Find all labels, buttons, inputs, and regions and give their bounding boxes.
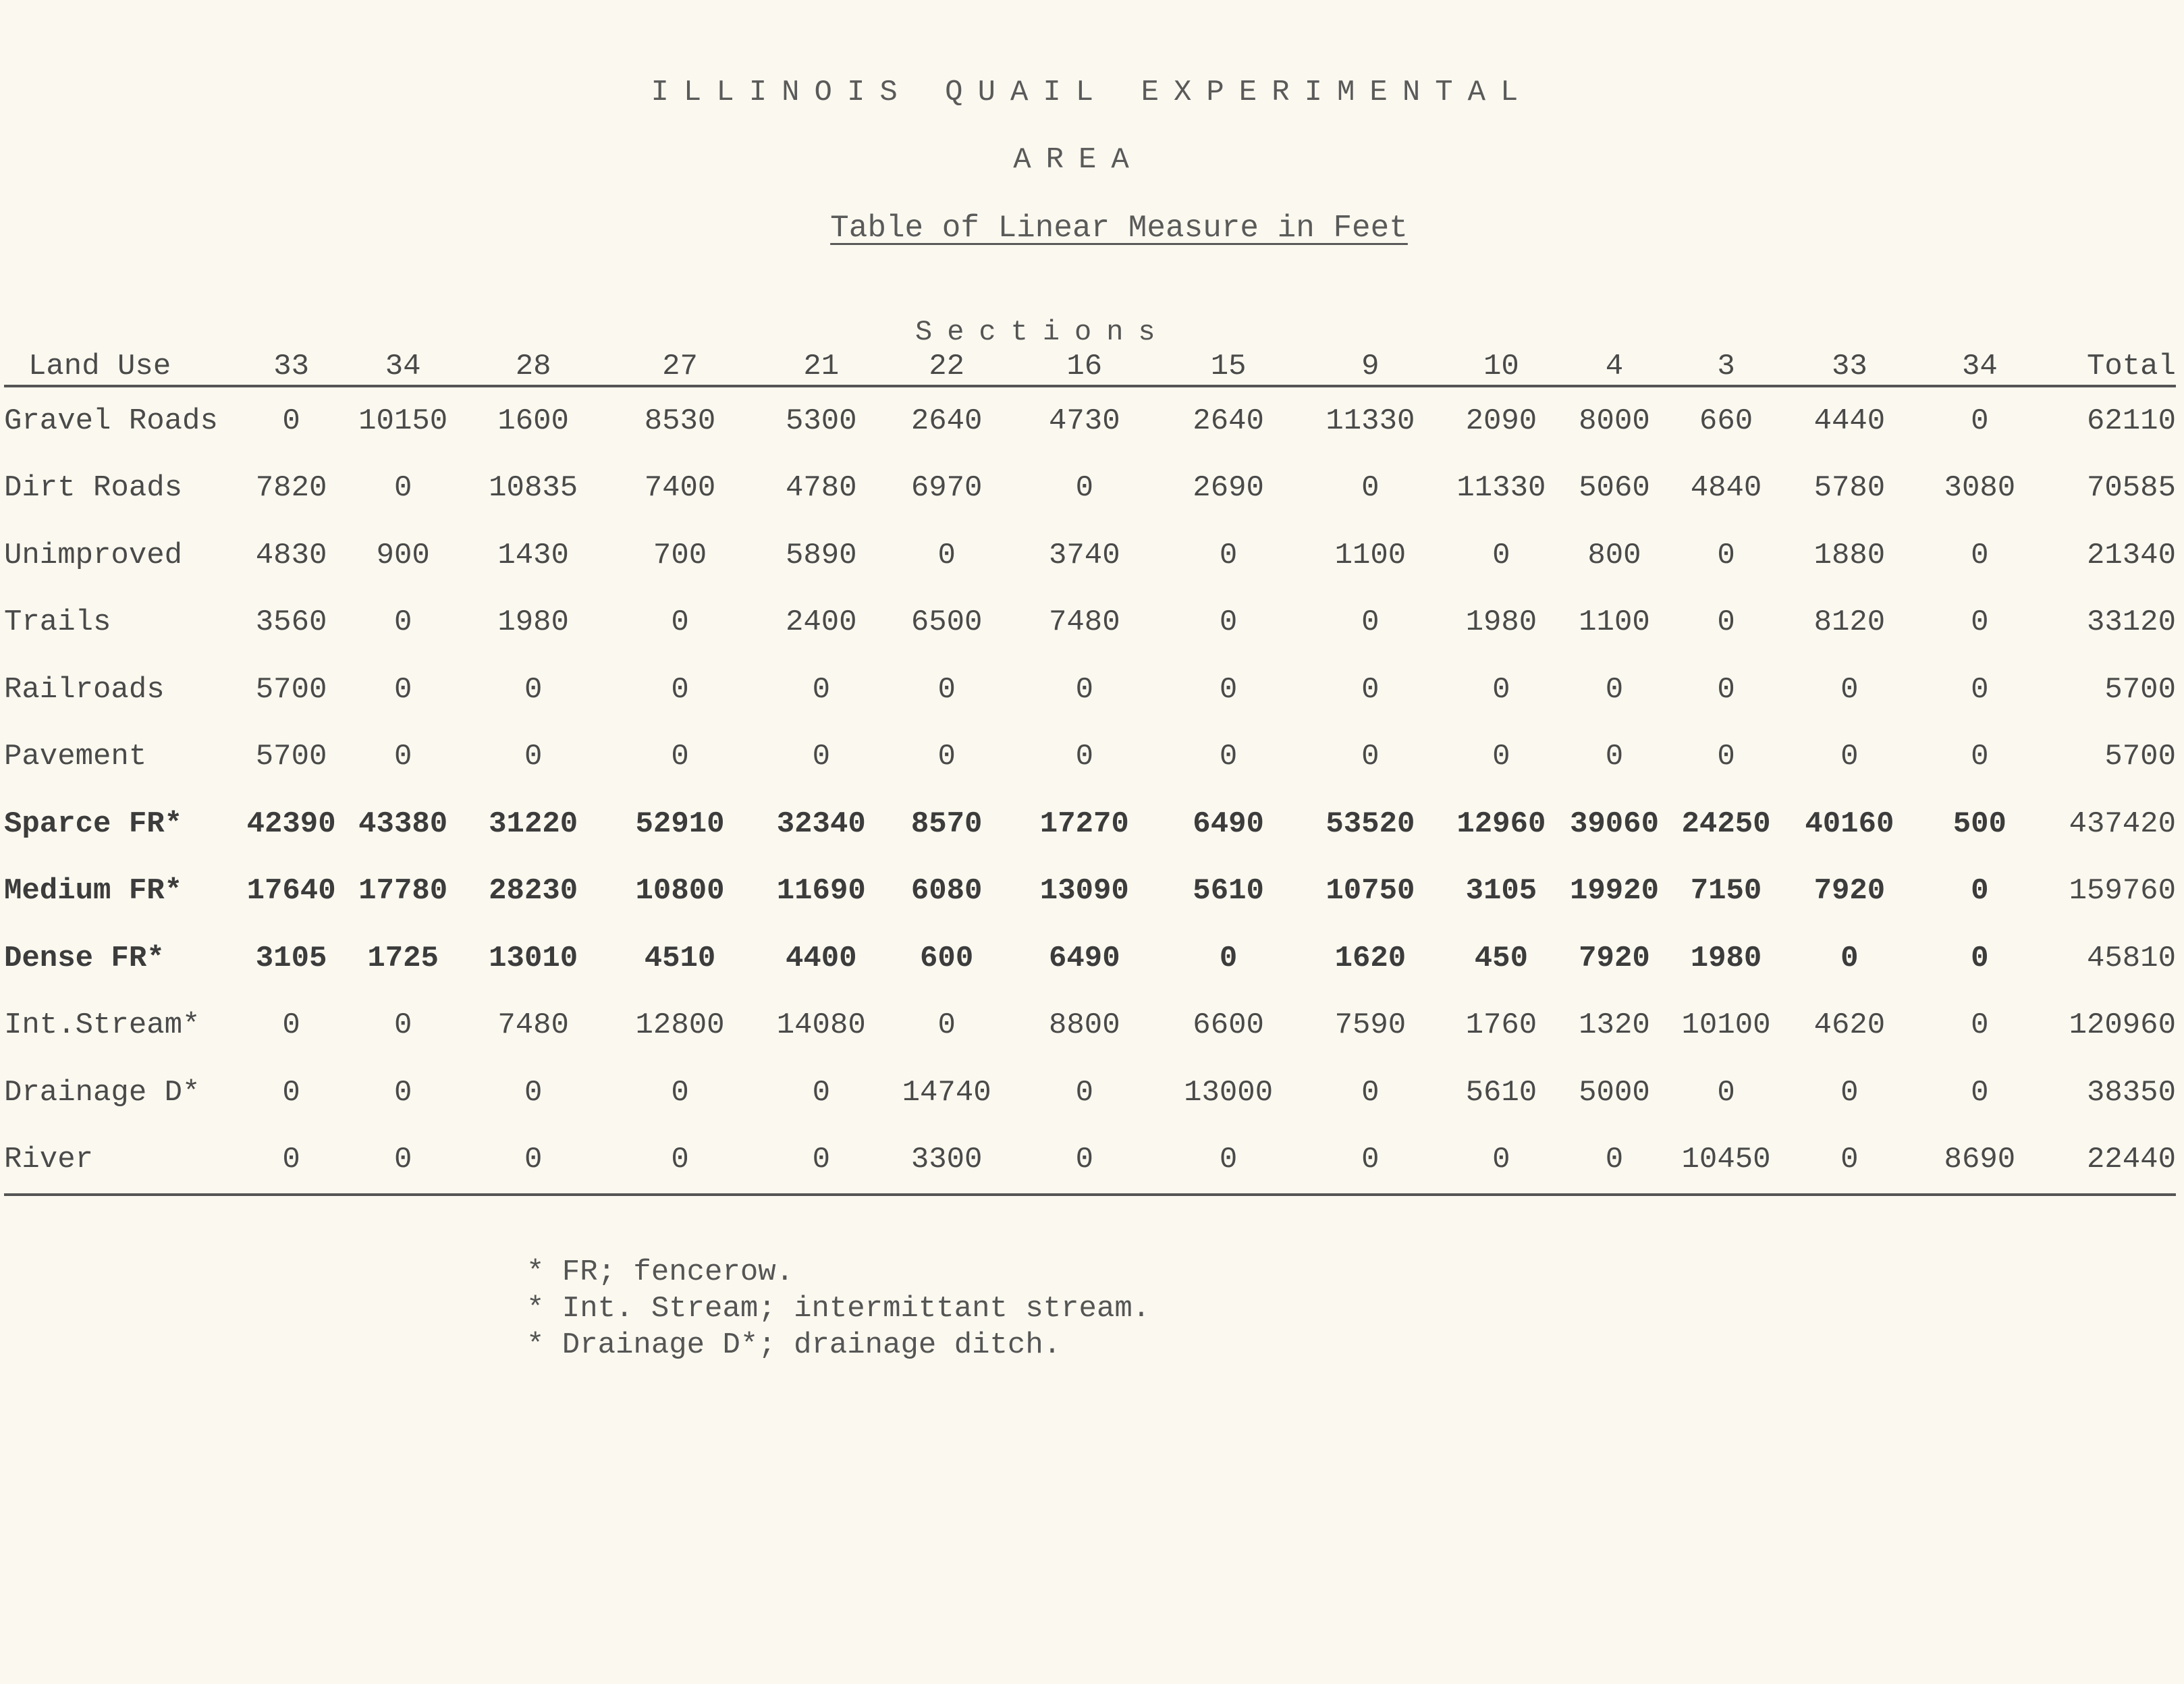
value-cell: 1620	[1334, 941, 1407, 975]
footnotes	[526, 1254, 1150, 1363]
value-cell: 0	[393, 1075, 412, 1110]
value-cell: 3560	[255, 605, 327, 640]
value-cell: 39060	[1569, 807, 1659, 841]
total-cell: 38350	[2086, 1075, 2176, 1110]
value-cell: 0	[282, 1075, 300, 1110]
value-cell: 2690	[1193, 471, 1264, 506]
value-cell: 8690	[1921, 1126, 2039, 1195]
value-cell: 0	[1840, 1075, 1859, 1110]
value-cell: 0	[1219, 740, 1238, 774]
land-use-cell: Railroads	[4, 672, 165, 707]
value-cell: 8570	[910, 807, 983, 841]
value-cell: 0	[1075, 1075, 1094, 1110]
document-title-line2: AREA	[1013, 143, 1144, 177]
total-cell: 21340	[2086, 538, 2176, 572]
land-use-cell: Unimproved	[4, 538, 183, 572]
column-header-section: 4	[1555, 346, 1674, 386]
value-cell: 1100	[1579, 605, 1650, 640]
value-cell: 0	[1971, 605, 1989, 640]
value-cell: 32340	[776, 807, 866, 841]
value-cell: 53520	[1326, 807, 1415, 841]
value-cell: 700	[653, 538, 707, 572]
value-cell: 0	[1971, 672, 1989, 707]
value-cell: 0	[1219, 605, 1238, 640]
value-cell: 800	[1587, 538, 1641, 572]
value-cell: 0	[393, 740, 412, 774]
table-row	[4, 1126, 2176, 1195]
value-cell: 10750	[1326, 874, 1415, 908]
value-cell: 0	[1361, 471, 1380, 506]
value-cell: 0	[1605, 672, 1624, 707]
value-cell: 0	[937, 740, 956, 774]
value-cell: 0	[524, 672, 543, 707]
total-cell: 33120	[2086, 605, 2176, 640]
table-row	[4, 656, 2176, 724]
table-row	[4, 992, 2176, 1060]
value-cell: 900	[376, 538, 430, 572]
land-use-cell: Trails	[4, 605, 111, 640]
table-row	[4, 455, 2176, 522]
value-cell: 0	[1075, 672, 1094, 707]
column-header-section: 22	[888, 346, 1005, 386]
value-cell: 10450	[1674, 1126, 1778, 1195]
column-header-section: 27	[606, 346, 754, 386]
value-cell: 0	[393, 672, 412, 707]
value-cell: 3105	[1465, 874, 1537, 908]
value-cell: 4840	[1690, 471, 1762, 506]
value-cell: 4830	[255, 538, 327, 572]
value-cell: 5000	[1579, 1075, 1650, 1110]
value-cell: 0	[1555, 1126, 1674, 1195]
table-row	[4, 925, 2176, 992]
column-header-section: 33	[1778, 346, 1921, 386]
value-cell: 0	[1492, 538, 1510, 572]
column-header-section: 34	[1921, 346, 2039, 386]
value-cell: 40160	[1805, 807, 1894, 841]
value-cell: 14080	[776, 1008, 866, 1043]
column-header-total: Total	[2039, 346, 2176, 386]
value-cell: 0	[937, 672, 956, 707]
land-use-cell: Pavement	[4, 740, 147, 774]
total-cell: 120960	[2069, 1008, 2176, 1043]
value-cell: 0	[282, 1008, 300, 1043]
total-cell: 5700	[2104, 740, 2176, 774]
value-cell: 0	[1971, 740, 1989, 774]
value-cell: 0	[754, 1126, 888, 1195]
value-cell: 1880	[1813, 538, 1886, 572]
value-cell: 1980	[497, 605, 569, 640]
value-cell: 8000	[1579, 404, 1650, 438]
land-use-cell: Gravel Roads	[4, 404, 218, 438]
value-cell: 0	[1361, 605, 1380, 640]
column-header-section: 21	[754, 346, 888, 386]
value-cell: 5890	[785, 538, 857, 572]
value-cell: 1725	[367, 941, 439, 975]
table-row	[4, 790, 2176, 858]
table-row	[4, 522, 2176, 589]
value-cell: 19920	[1569, 874, 1659, 908]
value-cell: 0	[393, 471, 412, 506]
value-cell: 0	[1778, 1126, 1921, 1195]
value-cell: 1980	[1465, 605, 1537, 640]
column-header-section: 16	[1005, 346, 1164, 386]
value-cell: 0	[1840, 672, 1859, 707]
value-cell: 0	[524, 740, 543, 774]
footnote: * Int. Stream; intermittant stream.	[526, 1292, 1151, 1326]
value-cell: 0	[1293, 1126, 1448, 1195]
value-cell: 7400	[644, 471, 716, 506]
column-header-section: 34	[346, 346, 461, 386]
value-cell: 1320	[1579, 1008, 1650, 1043]
land-use-cell: Dense FR*	[4, 941, 165, 975]
value-cell: 0	[1971, 404, 1989, 438]
value-cell: 4400	[785, 941, 857, 975]
total-cell: 437420	[2069, 807, 2176, 841]
total-cell: 62110	[2086, 404, 2176, 438]
value-cell: 0	[1605, 740, 1624, 774]
value-cell: 17640	[246, 874, 336, 908]
value-cell: 3080	[1944, 471, 2016, 506]
value-cell: 31220	[489, 807, 578, 841]
column-header-section: 28	[460, 346, 605, 386]
value-cell: 3105	[255, 941, 327, 975]
value-cell: 7820	[255, 471, 327, 506]
value-cell: 1100	[1334, 538, 1407, 572]
column-header-section: 9	[1293, 346, 1448, 386]
value-cell: 5780	[1813, 471, 1886, 506]
value-cell: 0	[1492, 740, 1510, 774]
value-cell: 10100	[1681, 1008, 1771, 1043]
value-cell: 1600	[497, 404, 569, 438]
value-cell: 4510	[644, 941, 716, 975]
value-cell: 13090	[1039, 874, 1129, 908]
value-cell: 0	[460, 1126, 605, 1195]
value-cell: 28230	[489, 874, 578, 908]
column-header-section: 10	[1448, 346, 1554, 386]
linear-measure-table	[4, 346, 2176, 1196]
table-row	[4, 858, 2176, 925]
table-subtitle	[27, 211, 2184, 246]
value-cell: 2090	[1465, 404, 1537, 438]
value-cell: 3300	[888, 1126, 1005, 1195]
value-cell: 6970	[910, 471, 983, 506]
value-cell: 10150	[358, 404, 448, 438]
value-cell: 0	[671, 1075, 689, 1110]
value-cell: 0	[1075, 471, 1094, 506]
total-cell: 45810	[2086, 941, 2176, 975]
value-cell: 5700	[255, 672, 327, 707]
value-cell: 4440	[1813, 404, 1886, 438]
land-use-cell: Sparce FR*	[4, 807, 183, 841]
value-cell: 11330	[1456, 471, 1546, 506]
value-cell: 24250	[1681, 807, 1771, 841]
total-cell: 5700	[2104, 672, 2176, 707]
value-cell: 0	[1971, 1075, 1989, 1110]
value-cell: 660	[1699, 404, 1753, 438]
value-cell: 0	[1717, 672, 1735, 707]
value-cell: 0	[346, 1126, 461, 1195]
value-cell: 7920	[1579, 941, 1650, 975]
value-cell: 2640	[1193, 404, 1264, 438]
value-cell: 10835	[489, 471, 578, 506]
value-cell: 8800	[1049, 1008, 1120, 1043]
value-cell: 0	[1971, 1008, 1989, 1043]
value-cell: 4730	[1049, 404, 1120, 438]
value-cell: 0	[1717, 1075, 1735, 1110]
value-cell: 0	[1219, 672, 1238, 707]
value-cell: 0	[812, 672, 830, 707]
value-cell: 12960	[1456, 807, 1546, 841]
value-cell: 6600	[1193, 1008, 1264, 1043]
document-title: ILLINOIS QUAIL EXPERIMENTAL	[651, 76, 1533, 109]
value-cell: 17780	[358, 874, 448, 908]
value-cell: 0	[1717, 740, 1735, 774]
value-cell: 0	[671, 605, 689, 640]
value-cell: 14740	[902, 1075, 991, 1110]
value-cell: 450	[1474, 941, 1528, 975]
value-cell: 5610	[1193, 874, 1264, 908]
value-cell: 0	[282, 404, 300, 438]
value-cell: 10800	[635, 874, 725, 908]
value-cell: 4780	[785, 471, 857, 506]
value-cell: 6500	[910, 605, 983, 640]
value-cell: 43380	[358, 807, 448, 841]
value-cell: 1980	[1690, 941, 1762, 975]
value-cell: 0	[606, 1126, 754, 1195]
table-subtitle-text: Table of Linear Measure in Feet	[830, 211, 1408, 246]
value-cell: 11330	[1326, 404, 1415, 438]
footnote: * FR; fencerow.	[526, 1255, 794, 1289]
value-cell: 0	[1840, 740, 1859, 774]
value-cell: 12800	[635, 1008, 725, 1043]
column-header-section: 3	[1674, 346, 1778, 386]
value-cell: 0	[524, 1075, 543, 1110]
value-cell: 13010	[489, 941, 578, 975]
total-cell: 159760	[2069, 874, 2176, 908]
value-cell: 0	[1075, 740, 1094, 774]
value-cell: 2400	[785, 605, 857, 640]
total-cell: 70585	[2086, 471, 2176, 506]
value-cell: 7480	[497, 1008, 569, 1043]
value-cell: 7920	[1813, 874, 1886, 908]
value-cell: 0	[1971, 874, 1989, 908]
value-cell: 0	[1492, 672, 1510, 707]
column-header-section: 33	[237, 346, 345, 386]
value-cell: 5610	[1465, 1075, 1537, 1110]
table-row	[4, 1059, 2176, 1126]
value-cell: 7590	[1334, 1008, 1407, 1043]
value-cell: 7150	[1690, 874, 1762, 908]
value-cell: 0	[937, 1008, 956, 1043]
value-cell: 0	[393, 605, 412, 640]
value-cell: 0	[1219, 538, 1238, 572]
value-cell: 5700	[255, 740, 327, 774]
value-cell: 0	[1219, 941, 1238, 975]
value-cell: 3740	[1049, 538, 1120, 572]
value-cell: 500	[1953, 807, 2006, 841]
land-use-cell: Int.Stream*	[4, 1008, 200, 1043]
value-cell: 0	[1448, 1126, 1554, 1195]
value-cell: 11690	[776, 874, 866, 908]
value-cell: 0	[1971, 538, 1989, 572]
sections-label: Sections	[915, 316, 1170, 348]
value-cell: 42390	[246, 807, 336, 841]
value-cell: 0	[671, 740, 689, 774]
land-use-cell: River	[4, 1126, 237, 1195]
value-cell: 17270	[1039, 807, 1129, 841]
value-cell: 0	[812, 1075, 830, 1110]
value-cell: 0	[812, 740, 830, 774]
value-cell: 0	[393, 1008, 412, 1043]
value-cell: 1760	[1465, 1008, 1537, 1043]
value-cell: 0	[1717, 538, 1735, 572]
value-cell: 1430	[497, 538, 569, 572]
value-cell: 13000	[1184, 1075, 1274, 1110]
value-cell: 6490	[1049, 941, 1120, 975]
value-cell: 52910	[635, 807, 725, 841]
value-cell: 8530	[644, 404, 716, 438]
column-header-section: 15	[1164, 346, 1293, 386]
table-row	[4, 386, 2176, 455]
value-cell: 8120	[1813, 605, 1886, 640]
value-cell: 0	[237, 1126, 345, 1195]
value-cell: 0	[1361, 672, 1380, 707]
land-use-cell: Medium FR*	[4, 874, 183, 908]
table-row	[4, 724, 2176, 791]
value-cell: 0	[1717, 605, 1735, 640]
value-cell: 0	[1005, 1126, 1164, 1195]
footnote: * Drainage D*; drainage ditch.	[526, 1328, 1062, 1362]
value-cell: 2640	[910, 404, 983, 438]
value-cell: 0	[1840, 941, 1859, 975]
value-cell: 6080	[910, 874, 983, 908]
value-cell: 0	[1361, 740, 1380, 774]
land-use-cell: Drainage D*	[4, 1075, 200, 1110]
value-cell: 0	[1164, 1126, 1293, 1195]
value-cell: 0	[1971, 941, 1989, 975]
value-cell: 5060	[1579, 471, 1650, 506]
value-cell: 4620	[1813, 1008, 1886, 1043]
land-use-cell: Dirt Roads	[4, 471, 183, 506]
table-body	[4, 386, 2176, 1195]
value-cell: 6490	[1193, 807, 1264, 841]
value-cell: 0	[937, 538, 956, 572]
value-cell: 600	[920, 941, 974, 975]
value-cell: 7480	[1049, 605, 1120, 640]
table-row	[4, 589, 2176, 657]
value-cell: 0	[671, 672, 689, 707]
table-header-row	[4, 346, 2176, 386]
column-header-land-use: Land Use	[4, 346, 237, 386]
total-cell: 22440	[2039, 1126, 2176, 1195]
value-cell: 0	[1361, 1075, 1380, 1110]
value-cell: 5300	[785, 404, 857, 438]
